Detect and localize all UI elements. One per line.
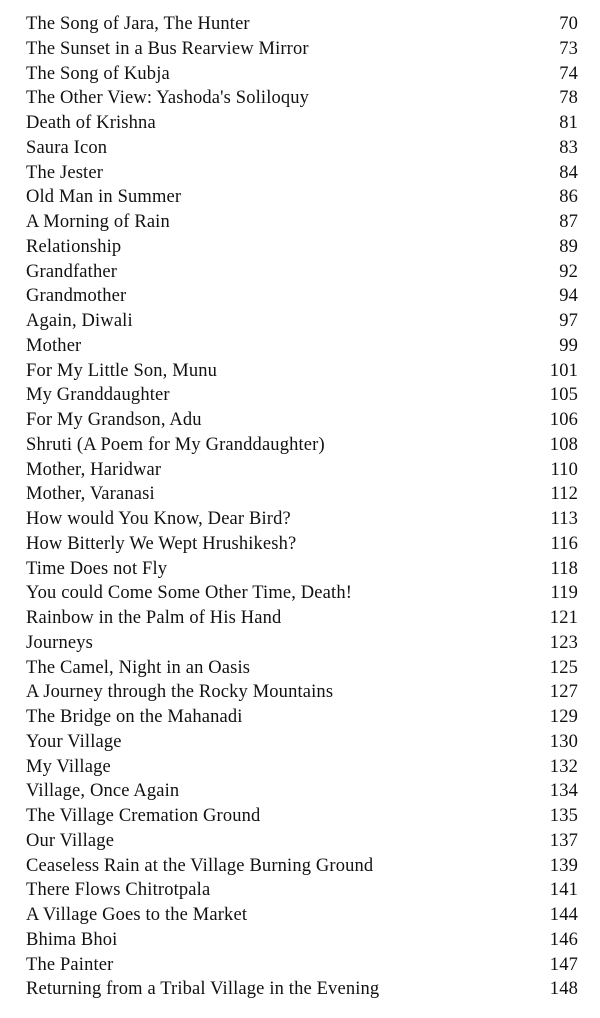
toc-entry-title: Rainbow in the Palm of His Hand: [26, 608, 282, 628]
toc-entry-title: Old Man in Summer: [26, 187, 182, 208]
toc-entry-title: Returning from a Tribal Village in the Evening: [26, 979, 380, 1000]
toc-entry-title: The Other View: Yashoda's Soliloquy: [26, 88, 310, 109]
toc-entry-title: A Morning of Rain: [26, 212, 170, 232]
toc-entry-title: How Bitterly We Wept Hrushikesh?: [26, 533, 297, 554]
toc-entry-page: 112: [550, 484, 578, 505]
toc-entry: [26, 385, 578, 410]
toc-entry-page: 81: [559, 113, 578, 133]
toc-entry: [26, 757, 578, 782]
toc-entry-page: 87: [559, 212, 578, 232]
toc-entry-page: 110: [550, 459, 578, 480]
toc-entry: [26, 410, 578, 435]
toc-entry: [26, 237, 578, 262]
toc-entry: [26, 163, 578, 188]
toc-entry-title: A Journey through the Rocky Mountains: [26, 682, 334, 703]
toc-entry-page: 94: [559, 286, 578, 307]
toc-entry: [26, 435, 578, 460]
toc-entry: [26, 831, 578, 856]
toc-entry-page: 113: [550, 509, 578, 529]
toc-entry-title: The Song of Jara, The Hunter: [26, 14, 250, 34]
toc-entry-page: 147: [549, 954, 578, 975]
toc-entry: [26, 14, 578, 39]
toc-entry-title: The Sunset in a Bus Rearview Mirror: [26, 38, 309, 59]
toc-entry-title: Mother, Haridwar: [26, 459, 162, 480]
toc-entry-title: Death of Krishna: [26, 113, 156, 133]
toc-entry: [26, 286, 578, 311]
toc-entry-title: The Song of Kubja: [26, 63, 170, 84]
toc-entry-title: Grandmother: [26, 286, 127, 307]
toc-entry-title: Shruti (A Poem for My Granddaughter): [26, 434, 325, 455]
toc-entry-page: 116: [550, 533, 578, 554]
toc-entry-title: My Village: [26, 756, 111, 777]
toc-entry: [26, 781, 578, 806]
toc-entry: [26, 583, 578, 608]
toc-entry-page: 127: [549, 682, 578, 703]
toc-entry-page: 130: [549, 731, 578, 752]
toc-entry-title: Mother, Varanasi: [26, 484, 155, 505]
toc-entry-title: You could Come Some Other Time, Death!: [26, 583, 353, 604]
toc-entry-page: 125: [549, 657, 578, 678]
table-of-contents: [26, 14, 578, 1004]
toc-entry-page: 123: [549, 632, 578, 653]
toc-entry-title: A Village Goes to the Market: [26, 905, 248, 925]
toc-entry-page: 86: [559, 187, 578, 208]
toc-entry-page: 141: [549, 880, 578, 901]
toc-entry-title: Bhima Bhoi: [26, 929, 118, 950]
toc-entry: [26, 905, 578, 930]
toc-entry: [26, 113, 578, 138]
toc-entry-page: 139: [549, 855, 578, 876]
toc-entry: [26, 880, 578, 905]
toc-entry-title: The Bridge on the Mahanadi: [26, 707, 243, 727]
toc-entry-page: 108: [549, 434, 578, 455]
toc-entry-title: Village, Once Again: [26, 781, 180, 802]
toc-entry: [26, 930, 578, 955]
toc-entry: [26, 534, 578, 559]
toc-entry: [26, 484, 578, 509]
toc-entry: [26, 658, 578, 683]
toc-entry-page: 70: [559, 14, 578, 34]
toc-entry: [26, 979, 578, 1004]
toc-entry: [26, 262, 578, 287]
toc-entry: [26, 707, 578, 732]
toc-entry-page: 144: [549, 905, 578, 925]
toc-entry: [26, 212, 578, 237]
toc-entry: [26, 806, 578, 831]
toc-entry-page: 74: [559, 63, 578, 84]
toc-entry-page: 129: [549, 707, 578, 727]
toc-entry-page: 132: [549, 756, 578, 777]
toc-entry-page: 78: [559, 88, 578, 109]
toc-entry: [26, 39, 578, 64]
toc-entry-page: 137: [549, 830, 578, 851]
toc-entry-page: 121: [549, 608, 578, 628]
toc-entry-title: Mother: [26, 335, 82, 356]
toc-entry: [26, 955, 578, 980]
toc-entry-title: Grandfather: [26, 261, 118, 282]
toc-entry: [26, 856, 578, 881]
toc-entry: [26, 311, 578, 336]
toc-entry-page: 92: [559, 261, 578, 282]
toc-entry-page: 106: [549, 410, 578, 430]
toc-entry: [26, 138, 578, 163]
toc-entry-title: How would You Know, Dear Bird?: [26, 509, 291, 529]
toc-entry-page: 73: [559, 38, 578, 59]
toc-entry-page: 134: [549, 781, 578, 802]
toc-entry: [26, 64, 578, 89]
toc-entry-page: 118: [550, 558, 578, 579]
toc-entry: [26, 336, 578, 361]
toc-entry: [26, 559, 578, 584]
toc-entry-title: Saura Icon: [26, 137, 108, 158]
toc-entry-title: There Flows Chitrotpala: [26, 880, 211, 901]
toc-entry-page: 146: [549, 929, 578, 950]
toc-entry: [26, 187, 578, 212]
toc-entry-title: The Painter: [26, 954, 114, 975]
toc-entry-title: The Camel, Night in an Oasis: [26, 657, 251, 678]
toc-entry-title: Journeys: [26, 632, 93, 653]
toc-entry-title: Time Does not Fly: [26, 558, 168, 579]
toc-entry-page: 148: [549, 979, 578, 1000]
toc-entry-page: 97: [559, 311, 578, 331]
toc-entry: [26, 608, 578, 633]
toc-entry-page: 135: [549, 806, 578, 826]
toc-entry-page: 84: [559, 162, 578, 183]
toc-entry-page: 89: [559, 236, 578, 257]
toc-entry-title: The Village Cremation Ground: [26, 806, 261, 826]
toc-entry-title: The Jester: [26, 162, 104, 183]
toc-entry-title: Again, Diwali: [26, 311, 133, 331]
toc-entry-title: Relationship: [26, 236, 122, 257]
toc-entry: [26, 88, 578, 113]
toc-entry: [26, 633, 578, 658]
toc-entry: [26, 732, 578, 757]
toc-entry-page: 105: [549, 385, 578, 406]
toc-entry: [26, 509, 578, 534]
toc-entry-page: 101: [549, 360, 578, 381]
toc-entry-title: My Granddaughter: [26, 385, 170, 406]
toc-entry: [26, 682, 578, 707]
toc-entry-title: For My Grandson, Adu: [26, 410, 202, 430]
toc-entry-title: Our Village: [26, 830, 115, 851]
toc-entry-page: 99: [559, 335, 578, 356]
toc-entry: [26, 460, 578, 485]
toc-entry-title: Your Village: [26, 731, 122, 752]
toc-entry: [26, 361, 578, 386]
toc-entry-title: Ceaseless Rain at the Village Burning Ground: [26, 855, 374, 876]
toc-entry-page: 83: [559, 137, 578, 158]
toc-entry-page: 119: [550, 583, 578, 604]
toc-entry-title: For My Little Son, Munu: [26, 360, 218, 381]
